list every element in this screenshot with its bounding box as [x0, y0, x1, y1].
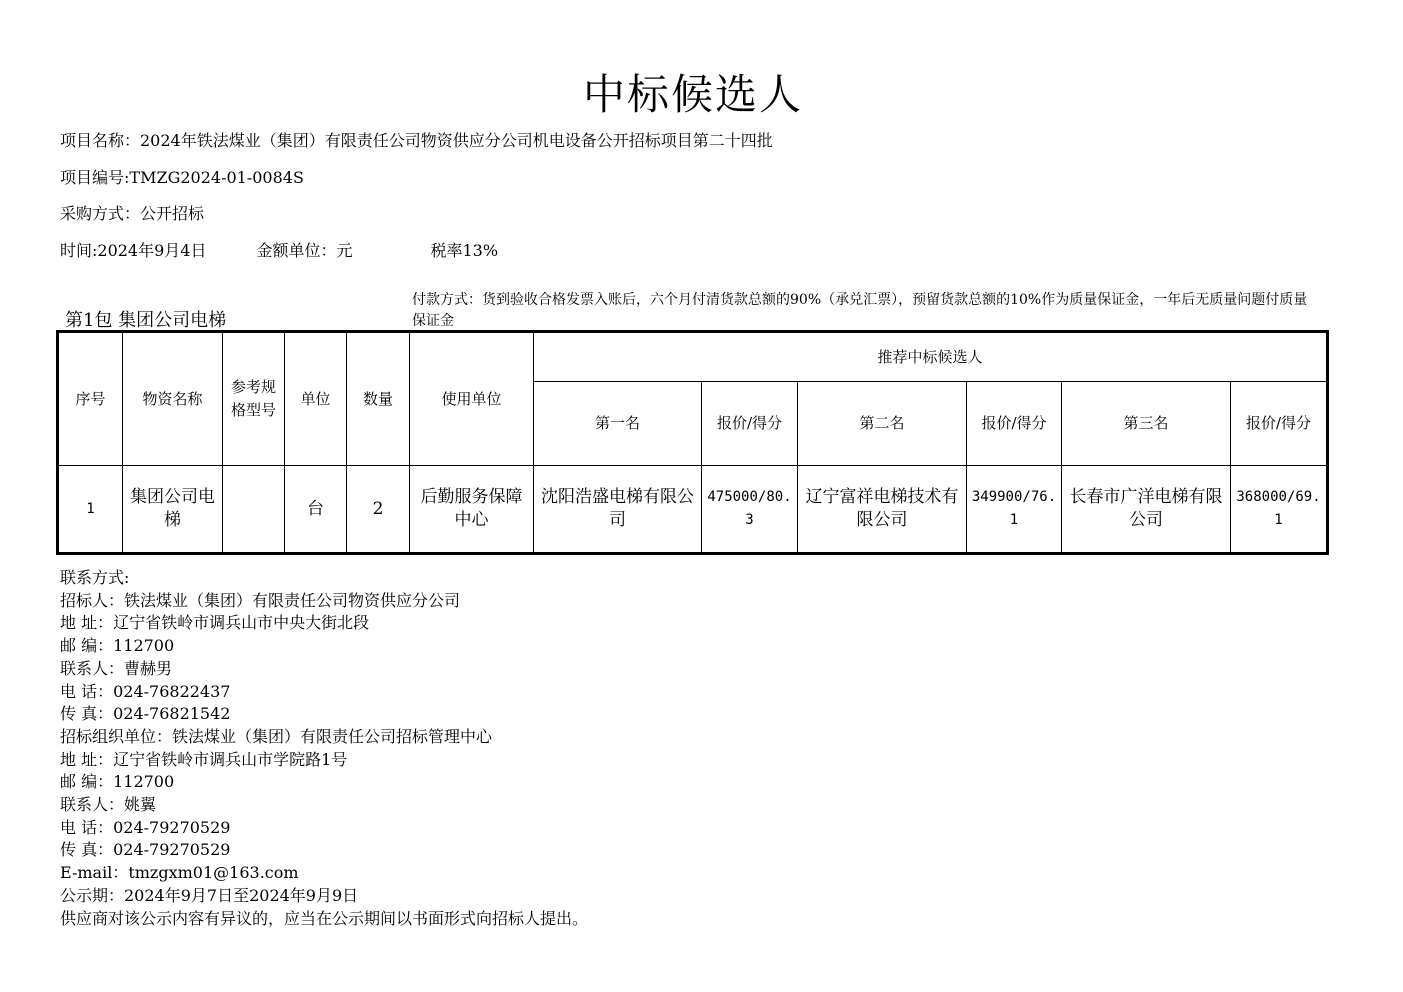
agency-zip: 邮 编：112700	[60, 772, 175, 792]
contact-section	[60, 567, 588, 930]
tenderer: 招标人：铁法煤业（集团）有限责任公司物资供应分公司	[60, 590, 461, 610]
time-amount-tax-row	[60, 238, 498, 261]
cell-price3: 368000/69.1	[1231, 466, 1328, 554]
header-second: 第二名	[798, 382, 967, 466]
agency-phone: 电 话：024-79270529	[60, 817, 231, 837]
publicity-period: 公示期：2024年9月7日至2024年9月9日	[60, 885, 359, 905]
agency-fax: 传 真：024-79270529	[60, 840, 231, 860]
tenderer-fax: 传 真：024-76821542	[60, 704, 231, 724]
cell-qty: 2	[347, 466, 410, 554]
tenderer-zip: 邮 编：112700	[60, 636, 175, 656]
header-third: 第三名	[1062, 382, 1231, 466]
project-number: 项目编号:TMZG2024-01-0084S	[60, 168, 304, 187]
contact-heading: 联系方式:	[60, 568, 130, 587]
payment-terms: 付款方式：货到验收合格发票入账后，六个月付清货款总额的90%（承兑汇票），预留货款总额的10%作为质量保证金，一年后无质量问题付质量保证金	[412, 292, 1308, 329]
package-title: 第1包 集团公司电梯	[65, 310, 227, 331]
candidate-table	[56, 330, 1329, 555]
agency-email: E-mail：tmzgxm01@163.com	[60, 863, 299, 883]
header-seq: 序号	[58, 332, 123, 466]
cell-third: 长春市广洋电梯有限公司	[1062, 466, 1231, 554]
tenderer-address: 地 址：辽宁省铁岭市调兵山市中央大街北段	[60, 613, 370, 633]
agency: 招标组织单位：铁法煤业（集团）有限责任公司招标管理中心	[60, 726, 493, 746]
cell-material: 集团公司电梯	[123, 466, 223, 554]
announcement-time: 时间:2024年9月4日	[60, 241, 207, 260]
cell-price2: 349900/76.1	[967, 466, 1062, 554]
cell-seq: 1	[58, 466, 123, 554]
amount-unit: 金额单位：元	[256, 241, 353, 260]
cell-spec	[223, 466, 285, 554]
header-spec: 参考规格型号	[223, 332, 285, 466]
header-price2: 报价/得分	[967, 382, 1062, 466]
cell-user: 后勤服务保障中心	[410, 466, 534, 554]
header-first: 第一名	[534, 382, 702, 466]
tax-rate: 税率13%	[430, 241, 499, 260]
header-recommend: 推荐中标候选人	[534, 332, 1328, 382]
header-price1: 报价/得分	[702, 382, 798, 466]
table-row	[58, 466, 1328, 554]
objection-note: 供应商对该公示内容有异议的，应当在公示期间以书面形式向招标人提出。	[60, 908, 589, 928]
purchase-method: 采购方式：公开招标	[60, 204, 205, 223]
table-header-row	[58, 332, 1328, 382]
agency-address: 地 址：辽宁省铁岭市调兵山市学院路1号	[60, 749, 348, 769]
tenderer-phone: 电 话：024-76822437	[60, 681, 231, 701]
cell-second: 辽宁富祥电梯技术有限公司	[798, 466, 967, 554]
cell-price1: 475000/80.3	[702, 466, 798, 554]
header-unit: 单位	[285, 332, 347, 466]
header-qty: 数量	[347, 332, 410, 466]
tenderer-contact-person: 联系人：曹赫男	[60, 658, 173, 678]
header-material: 物资名称	[123, 332, 223, 466]
header-user: 使用单位	[410, 332, 534, 466]
project-name: 项目名称：2024年铁法煤业（集团）有限责任公司物资供应分公司机电设备公开招标项目第二十四批	[60, 131, 773, 150]
cell-unit: 台	[285, 466, 347, 554]
header-price3: 报价/得分	[1231, 382, 1328, 466]
cell-first: 沈阳浩盛电梯有限公司	[534, 466, 702, 554]
page-title: 中标候选人	[582, 70, 803, 119]
agency-contact-person: 联系人：姚翼	[60, 795, 157, 815]
